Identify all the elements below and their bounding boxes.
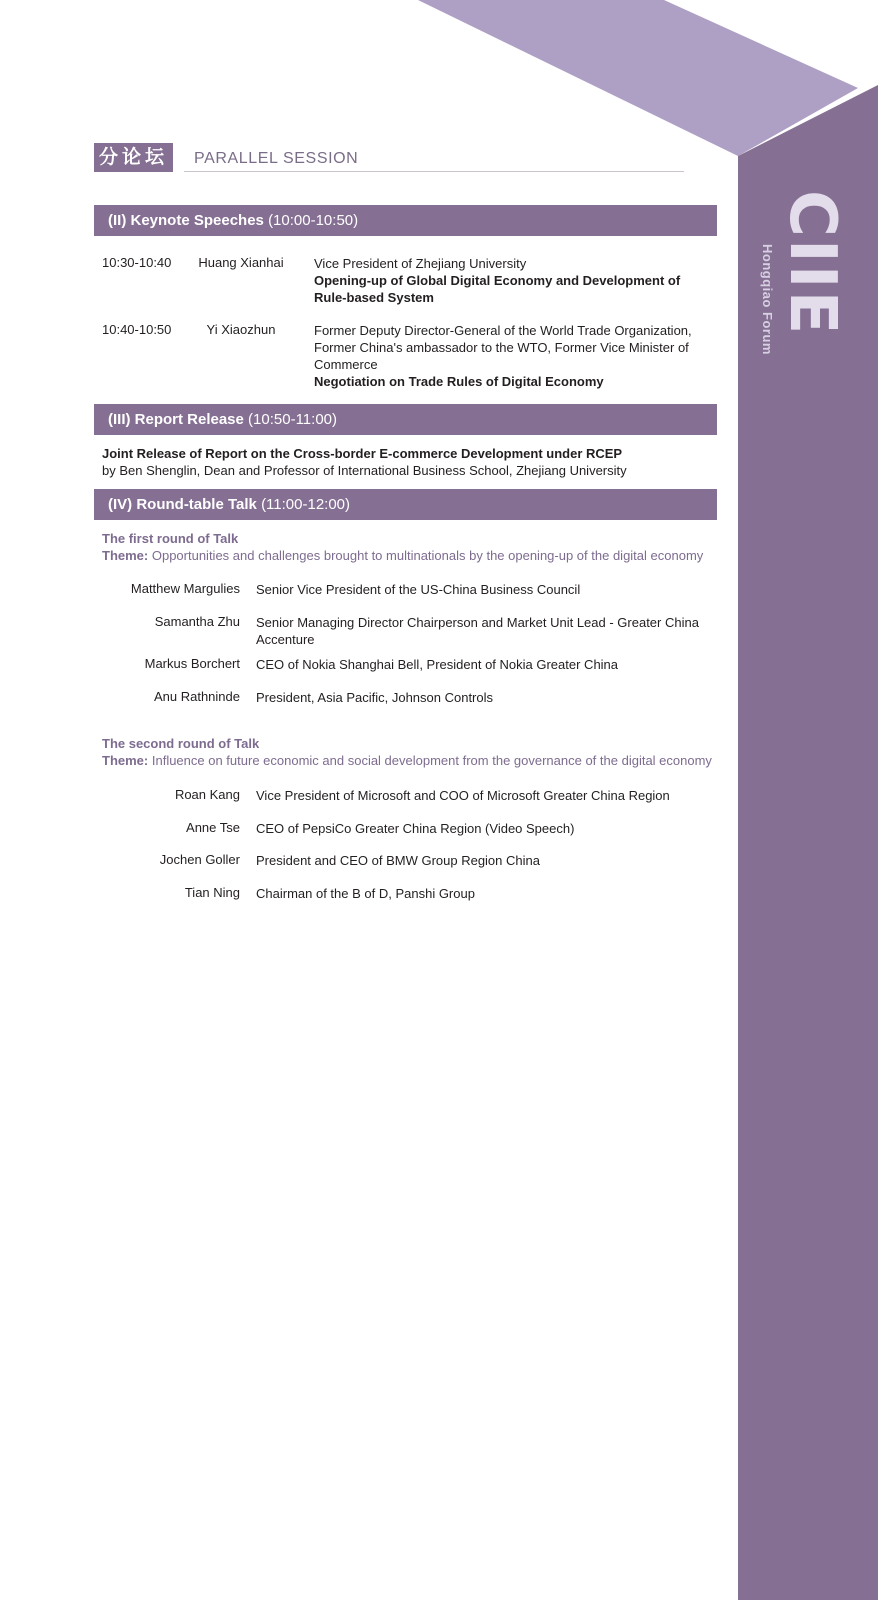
- header-divider: [184, 171, 684, 172]
- panelist-name: Anu Rathninde: [153, 689, 240, 704]
- panelist-name: Anne Tse: [186, 820, 240, 835]
- section-header: [94, 143, 684, 173]
- header-cn-label: 分论坛: [94, 143, 173, 172]
- header-en-label: PARALLEL SESSION: [194, 150, 359, 167]
- panelist-title: CEO of PepsiCo Greater China Region (Video Speech): [256, 821, 575, 836]
- keynote-1-speaker: Huang Xianhai: [198, 255, 284, 270]
- panelist-name: Roan Kang: [174, 787, 240, 802]
- round-2-theme-text: Influence on future economic and social development from the governance of the digital economy: [151, 753, 712, 768]
- report-label: (III) Report Release: [108, 411, 244, 428]
- panelist-name: Markus Borchert: [144, 656, 240, 671]
- panelist-name: Matthew Margulies: [130, 581, 240, 596]
- keynote-1-time: 10:30-10:40: [102, 255, 172, 270]
- roundtable-label: (IV) Round-table Talk: [108, 496, 257, 513]
- round-1-theme: [102, 548, 703, 563]
- ciie-logo: CIIE: [775, 190, 849, 337]
- keynote-2-role: Former Deputy Director-General of the World Trade Organization, Former China's ambassador to the WTO, Former Vice Minister of Commerce: [314, 323, 692, 372]
- report-title: Joint Release of Report on the Cross-border E-commerce Development under RCEP: [102, 446, 623, 461]
- keynote-time: (10:00-10:50): [268, 212, 359, 229]
- keynote-2-time: 10:40-10:50: [102, 322, 172, 337]
- report-time: (10:50-11:00): [248, 411, 337, 428]
- round-1-theme-label: Theme:: [102, 548, 149, 563]
- round-2-theme-label: Theme:: [102, 753, 149, 768]
- round-1-theme-text: Opportunities and challenges brought to multinationals by the opening-up of the digital economy: [151, 548, 704, 563]
- panelist-name: Tian Ning: [184, 885, 240, 900]
- panelist-title: President, Asia Pacific, Johnson Controls: [256, 690, 494, 705]
- panelist-title: CEO of Nokia Shanghai Bell, President of Nokia Greater China: [256, 657, 619, 672]
- keynote-1-details: [314, 255, 714, 306]
- panelist-title: Senior Managing Director Chairperson and Market Unit Lead - Greater China Accenture: [256, 615, 699, 647]
- roundtable-time: (11:00-12:00): [261, 496, 351, 513]
- panelist-name: Jochen Goller: [159, 852, 240, 867]
- report-bar: [94, 404, 717, 435]
- keynote-2-details: [314, 322, 714, 390]
- round-2-theme: [102, 753, 712, 768]
- keynote-bar: [94, 205, 717, 236]
- brand-subtitle: Hongqiao Forum: [760, 244, 775, 355]
- keynote-1-role: Vice President of Zhejiang University: [314, 256, 527, 271]
- keynote-label: (II) Keynote Speeches: [108, 212, 264, 229]
- panelist-title: Chairman of the B of D, Panshi Group: [256, 886, 475, 901]
- roundtable-bar: [94, 489, 717, 520]
- keynote-1-topic: Opening-up of Global Digital Economy and Development of Rule-based System: [314, 273, 681, 305]
- panelist-title: Senior Vice President of the US-China Business Council: [256, 582, 581, 597]
- keynote-2-speaker: Yi Xiaozhun: [206, 322, 276, 337]
- round-1-title: The first round of Talk: [102, 531, 239, 546]
- panelist-name: Samantha Zhu: [154, 614, 240, 629]
- report-by: by Ben Shenglin, Dean and Professor of International Business School, Zhejiang University: [102, 463, 627, 478]
- keynote-2-topic: Negotiation on Trade Rules of Digital Economy: [314, 374, 604, 389]
- panelist-title: President and CEO of BMW Group Region China: [256, 853, 540, 868]
- round-2-title: The second round of Talk: [102, 736, 260, 751]
- panelist-title: Vice President of Microsoft and COO of Microsoft Greater China Region: [256, 788, 670, 803]
